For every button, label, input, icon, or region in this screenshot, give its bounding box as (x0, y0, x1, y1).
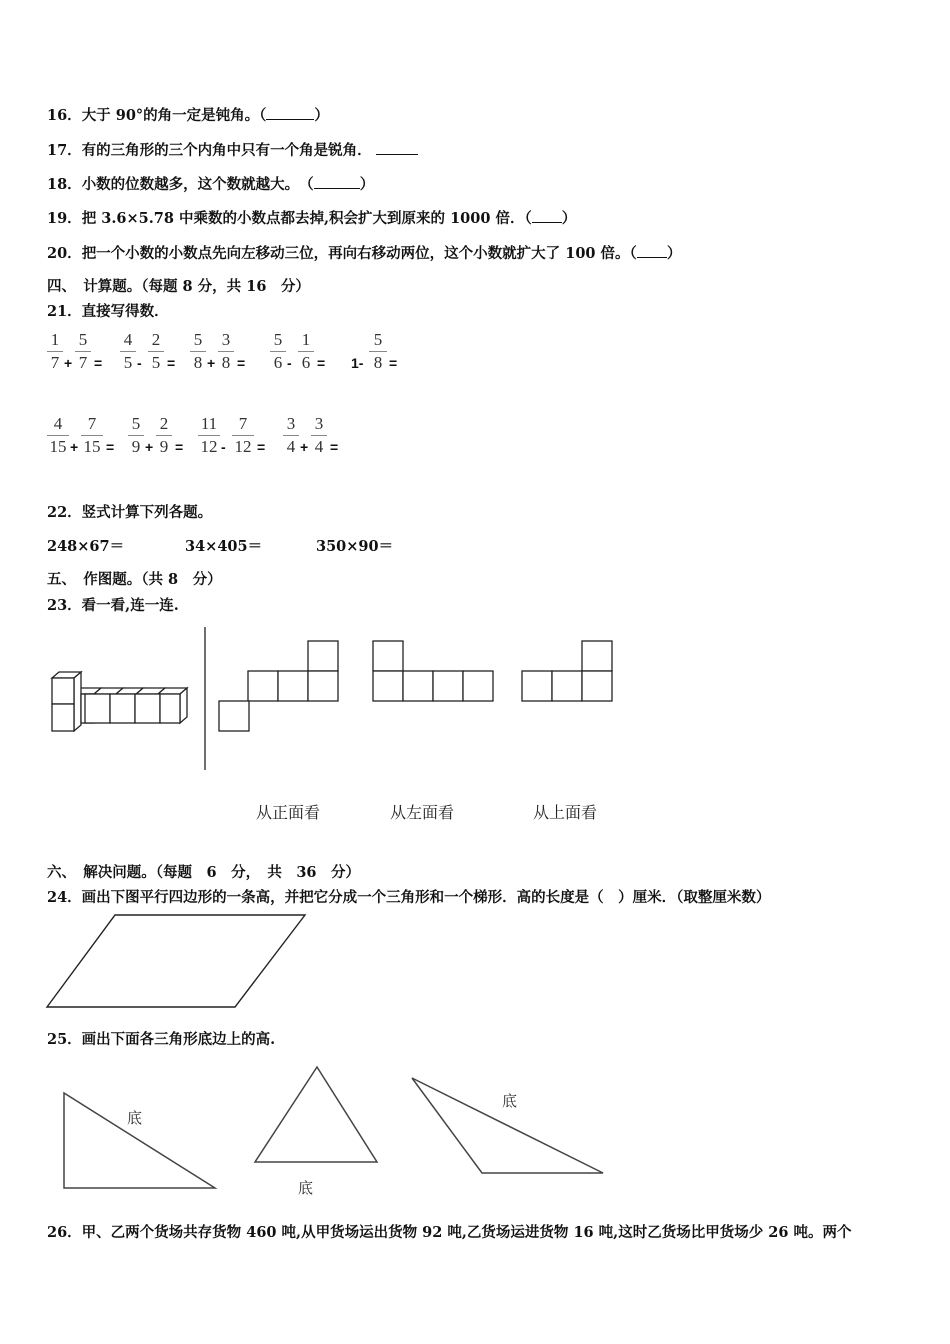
fraction-bar (120, 351, 136, 352)
numerator: 7 (238, 414, 248, 433)
question-24-title: 24．画出下图平行四边形的一条高，并把它分成一个三角形和一个梯形．高的长度是（ ）厘米．（取整厘米数） (47, 889, 771, 906)
denominator: 15 (83, 437, 101, 456)
fraction-bar (298, 351, 314, 352)
vertical-calc-1: 248×67＝ (47, 538, 125, 555)
fraction-bar (369, 351, 387, 352)
base-label-2: 底 (298, 1179, 314, 1197)
fraction-bar (148, 351, 164, 352)
view-label-front: 从正面看 (256, 803, 321, 822)
fraction-bar (128, 435, 144, 436)
operator: = (106, 439, 115, 455)
fraction-bar (81, 435, 103, 436)
denominator: 5 (151, 353, 161, 372)
question-19: 19．把 3.6×5.78 中乘数的小数点都去掉,积会扩大到原来的 1000 倍．（ ） (47, 210, 577, 227)
numerator: 5 (193, 330, 203, 349)
operator: - (137, 355, 142, 371)
denominator: 5 (123, 353, 133, 372)
numerator: 5 (273, 330, 283, 349)
section-6-title: 六、 解决问题。（每题 6 分， 共 36 分） (47, 864, 361, 881)
vertical-calc-3: 350×90＝ (316, 538, 394, 555)
answer-blank[interactable] (314, 176, 360, 189)
question-16: 16．大于 90°的角一定是钝角。（ ） (47, 107, 329, 124)
fraction-bar (47, 351, 63, 352)
denominator: 8 (193, 353, 203, 372)
fraction-bar (47, 435, 69, 436)
denominator: 6 (301, 353, 311, 372)
fraction-bar (75, 351, 91, 352)
denominator: 12 (200, 437, 218, 456)
denominator: 4 (286, 437, 296, 456)
numerator: 5 (373, 330, 383, 349)
answer-blank[interactable] (532, 210, 562, 223)
numerator: 11 (200, 414, 218, 433)
operator: = (317, 355, 326, 371)
question-22-title: 22．竖式计算下列各题。 (47, 504, 213, 521)
denominator: 7 (50, 353, 60, 372)
operator: + (70, 439, 79, 455)
numerator: 5 (131, 414, 141, 433)
denominator: 9 (131, 437, 141, 456)
operator: + (145, 439, 154, 455)
operator: + (300, 439, 309, 455)
numerator: 3 (286, 414, 296, 433)
operator: = (237, 355, 246, 371)
view-shape-2 (372, 640, 497, 705)
denominator: 4 (314, 437, 324, 456)
numerator: 7 (87, 414, 97, 433)
operator: + (207, 355, 216, 371)
operator: = (94, 355, 103, 371)
numerator: 3 (314, 414, 324, 433)
fraction-bar (270, 351, 286, 352)
denominator: 6 (273, 353, 283, 372)
numerator: 3 (221, 330, 231, 349)
question-26-title: 26．甲、乙两个货场共存货物 460 吨,从甲货场运出货物 92 吨,乙货场运进货物 16 吨,这时乙货场比甲货场少 26 吨。两个 (47, 1224, 852, 1241)
triangle-acute (252, 1064, 382, 1166)
question-18: 18．小数的位数越多，这个数就越大。 （ ） (47, 176, 375, 193)
operator: + (64, 355, 73, 371)
numerator: 2 (159, 414, 169, 433)
numerator: 4 (53, 414, 63, 433)
cube-figure (45, 670, 185, 740)
fraction-bar (198, 435, 220, 436)
denominator: 12 (234, 437, 252, 456)
operator: = (175, 439, 184, 455)
fraction-bar (283, 435, 299, 436)
operator: = (167, 355, 176, 371)
fraction-bar (232, 435, 254, 436)
base-label-3: 底 (502, 1092, 518, 1110)
fraction-bar (190, 351, 206, 352)
operator: = (389, 355, 398, 371)
fraction-bar (156, 435, 172, 436)
answer-blank[interactable] (376, 142, 418, 155)
base-label-1: 底 (127, 1109, 143, 1127)
answer-blank[interactable] (266, 107, 314, 120)
numerator: 1 (301, 330, 311, 349)
operator: = (330, 439, 339, 455)
operator: = (257, 439, 266, 455)
figure-divider (203, 627, 207, 772)
denominator: 7 (78, 353, 88, 372)
parallelogram-figure (45, 912, 310, 1010)
fraction-bar (311, 435, 327, 436)
question-20: 20．把一个小数的小数点先向左移动三位，再向右移动两位，这个小数就扩大了 100 倍。（ ） (47, 245, 682, 262)
question-23-title: 23．看一看,连一连. (47, 597, 179, 614)
operator: - (221, 439, 226, 455)
view-shape-1 (218, 640, 343, 735)
question-17: 17．有的三角形的三个内角中只有一个角是锐角． (47, 139, 418, 160)
operator: 1- (351, 355, 364, 371)
denominator: 8 (373, 353, 383, 372)
triangle-right (60, 1090, 220, 1192)
answer-blank[interactable] (637, 245, 667, 258)
question-21-title: 21．直接写得数． (47, 303, 169, 320)
denominator: 9 (159, 437, 169, 456)
vertical-calc-2: 34×405＝ (185, 538, 263, 555)
question-25-title: 25．画出下面各三角形底边上的高. (47, 1031, 276, 1048)
denominator: 15 (49, 437, 67, 456)
numerator: 2 (151, 330, 161, 349)
denominator: 8 (221, 353, 231, 372)
numerator: 5 (78, 330, 88, 349)
view-label-left: 从左面看 (390, 803, 455, 822)
view-shape-3 (521, 640, 616, 705)
section-4-title: 四、 计算题。（每题 8 分，共 16 分） (47, 278, 310, 295)
numerator: 4 (123, 330, 133, 349)
view-label-top: 从上面看 (533, 803, 598, 822)
fraction-bar (218, 351, 234, 352)
section-5-title: 五、 作图题。（共 8 分） (47, 571, 222, 588)
numerator: 1 (50, 330, 60, 349)
operator: - (287, 355, 292, 371)
